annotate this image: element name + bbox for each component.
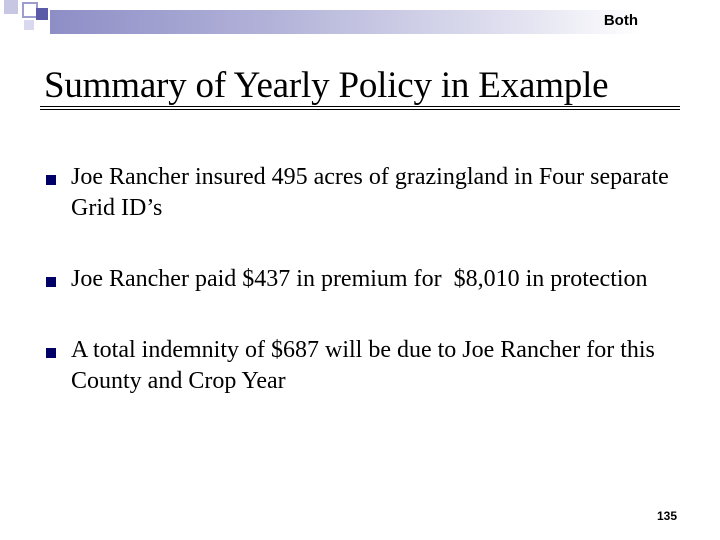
bullet-item [46, 335, 686, 397]
header-tag: Both [603, 12, 638, 29]
square-bullet-icon [46, 277, 56, 287]
page-number: 135 [656, 509, 677, 523]
square-bullet-icon [46, 175, 56, 185]
bullet-item [46, 162, 686, 224]
bullet-text: A total indemnity of $687 will be due to Joe Rancher for this County and Crop Year [71, 337, 655, 394]
title-underline [40, 106, 680, 107]
bullet-item [46, 264, 686, 295]
title-underline-secondary [40, 109, 680, 110]
deco-square-3 [36, 8, 48, 20]
square-bullet-icon [46, 348, 56, 358]
deco-square-1 [4, 0, 18, 14]
bullet-list [46, 162, 686, 437]
bullet-text: Joe Rancher insured 495 acres of grazingland in Four separate Grid ID’s [71, 164, 669, 221]
bullet-text: Joe Rancher paid $437 in premium for $8,010 in protection [71, 266, 648, 292]
header-gradient-band [50, 10, 642, 34]
deco-square-4 [24, 20, 34, 30]
slide-title: Summary of Yearly Policy in Example [44, 65, 609, 106]
